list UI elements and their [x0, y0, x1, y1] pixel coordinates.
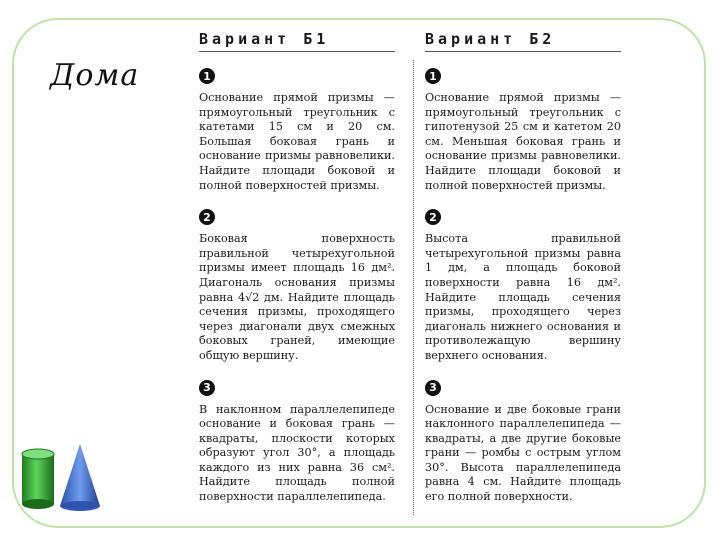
problem-text: Высота правильной четырехугольной призмы равна 1 дм, а площадь боковой поверхности равна 16 дм². Найдите площадь сечения призмы, проходящего через диагональ нижнего основания и противолежащую вершину верхнего основания. [425, 232, 621, 362]
problem-number-badge: 1 [425, 68, 441, 84]
title-underline [425, 51, 621, 52]
problem-number-badge: 2 [425, 209, 441, 225]
problem-1 [199, 68, 395, 193]
problem-3 [425, 380, 621, 505]
problem-1 [425, 68, 621, 193]
variant-b2-column [425, 30, 621, 505]
title-underline [199, 51, 395, 52]
problem-text: В наклонном параллелепипеде основание и боковая грань — квадраты, плоскости которых образуют угол 30°, а площадь каждого из них равна 36 см². Найдите площадь полной поверхности параллелепипеда. [199, 402, 395, 504]
problem-number-badge: 3 [425, 380, 441, 396]
home-label: Дома [50, 58, 140, 93]
problem-number-badge: 3 [199, 380, 215, 396]
column-divider [413, 60, 414, 515]
variant-title: Вариант Б1 [199, 30, 330, 48]
variant-b1-column [199, 30, 395, 505]
geometry-shapes-icon [14, 440, 114, 515]
variant-title: Вариант Б2 [425, 30, 556, 48]
problem-text: Основание прямой призмы — прямоугольный треугольник с гипотенузой 25 см и катетом 20 см. Меньшая боковая грань и основание призмы равновелики. Найдите площади боковой и полной поверхностей призмы. [425, 91, 621, 192]
problem-3 [199, 380, 395, 505]
problem-text: Боковая поверхность правильной четырехугольной призмы имеет площадь 16 дм². Диагональ основания призмы равна 4√2 дм. Найдите площадь сечения призмы, проходящего через диагонали двух смежных боковых граней, имеющие общую вершину. [199, 232, 395, 362]
cylinder-icon [22, 449, 54, 509]
problem-text: Основание и две боковые грани наклонного параллелепипеда — квадраты, а две другие боковые грани — ромбы с острым углом 30°. Высота параллелепипеда равна 4 см. Найдите площадь его полной поверхности. [425, 402, 621, 504]
problem-text: Основание прямой призмы — прямоугольный треугольник с катетами 15 см и 20 см. Большая боковая грань и основание призмы равновелики. Найдите площади боковой и полной поверхностей призмы. [199, 91, 395, 192]
problem-number-badge: 2 [199, 209, 215, 225]
cone-icon [60, 444, 100, 511]
problem-2 [425, 209, 621, 363]
problem-number-badge: 1 [199, 68, 215, 84]
problem-2 [199, 209, 395, 363]
